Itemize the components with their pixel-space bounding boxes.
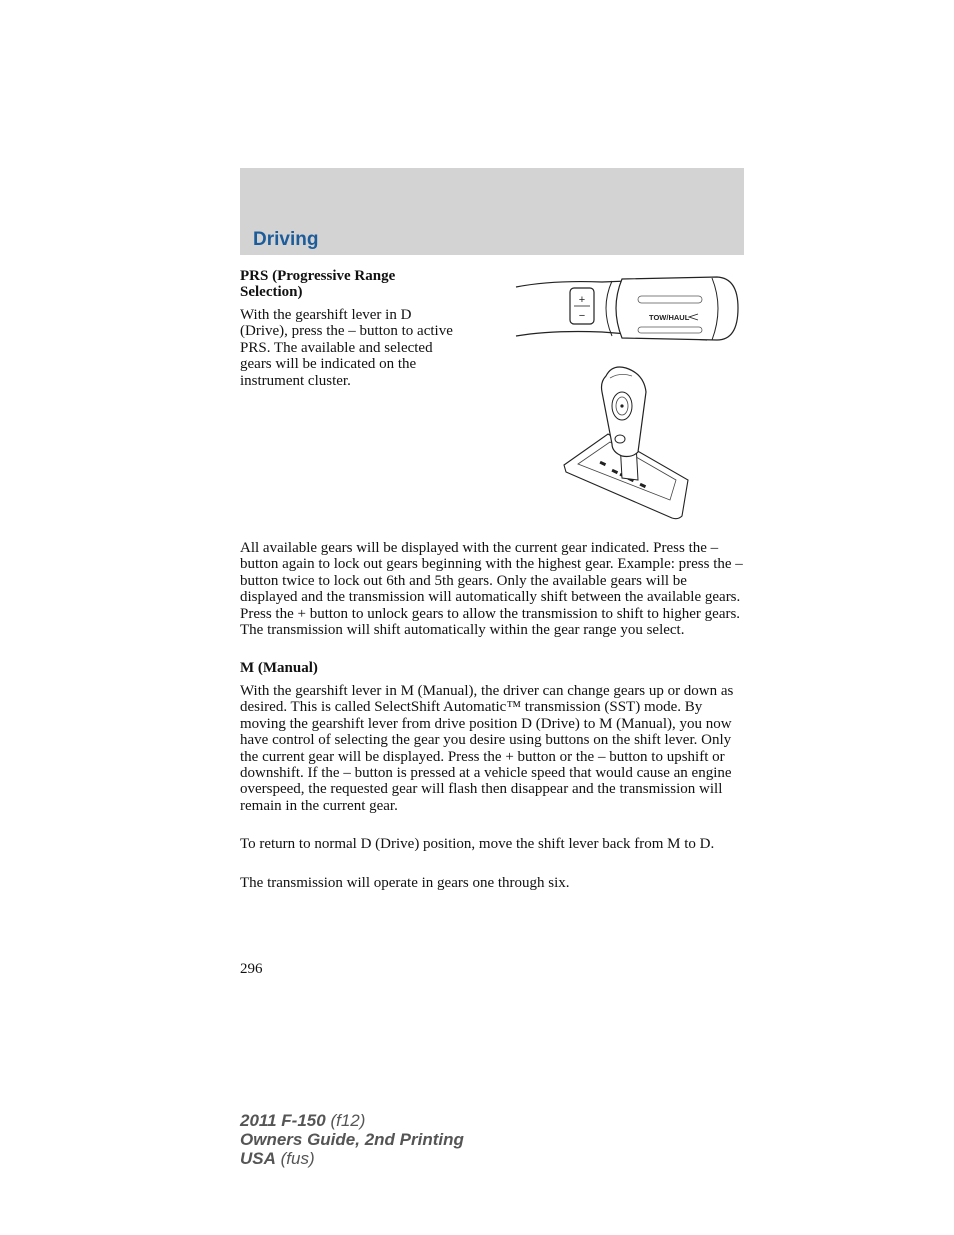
prs-heading-line: PRS (Progressive Range (240, 268, 396, 284)
return-paragraph: To return to normal D (Drive) position, move the shift lever back from M to D. (240, 836, 715, 852)
shift-stalk-illustration (512, 270, 744, 350)
prs-intro-line: gears will be indicated on the (240, 356, 417, 373)
tow-haul-label: TOW/HAUL (649, 313, 690, 322)
section-title: Driving (253, 229, 319, 250)
document-footer (240, 1111, 464, 1168)
manual-paragraph: With the gearshift lever in M (Manual), the driver can change gears up or down as desired. This is called SelectShift Automatic™ transmission (SST) mode. By moving the gearshift lever from drive position D (Drive) to M (Manual), you now have control of selecting the gear you desire using buttons on the shift lever. Only the current gear will be displayed. Press the + button or the – button to upshift or downshift. If the – button is pressed at a vehicle speed that would cause an engine overspeed, the requested gear will flash then disappear and the transmission will remain in the current gear. (240, 683, 734, 814)
prs-intro-line: (Drive), press the – button to active (240, 323, 453, 340)
footer-line-region: USA (fus) (240, 1149, 315, 1168)
footer-line-guide: Owners Guide, 2nd Printing (240, 1130, 464, 1149)
prs-intro-line: instrument cluster. (240, 372, 351, 389)
prs-intro-line: With the gearshift lever in D (240, 307, 412, 323)
footer-line-model: 2011 F-150 (f12) (240, 1111, 366, 1130)
prs-intro (240, 307, 453, 389)
page-number: 296 (240, 961, 263, 977)
minus-label: − (578, 310, 586, 322)
plus-label: + (578, 294, 586, 306)
gearshift-lever-illustration (560, 362, 690, 522)
manual-heading: M (Manual) (240, 660, 318, 676)
section-header (240, 168, 744, 255)
prs-heading (240, 268, 395, 301)
prs-detail-paragraph: All available gears will be displayed with the current gear indicated. Press the – button again to lock out gears beginning with the highest gear. Example: press the – button twice to lock out 6th and 5th gears. Only the available gears will be displayed and the transmission will automatically shift between the available gears. Press the + button to unlock gears to allow the transmission to shift to higher gears. The transmission will shift automatically within the gear range you select. (240, 540, 743, 639)
prs-heading-line: Selection) (240, 284, 303, 301)
prs-intro-line: PRS. The available and selected (240, 339, 433, 356)
gears-paragraph: The transmission will operate in gears one through six. (240, 875, 570, 891)
